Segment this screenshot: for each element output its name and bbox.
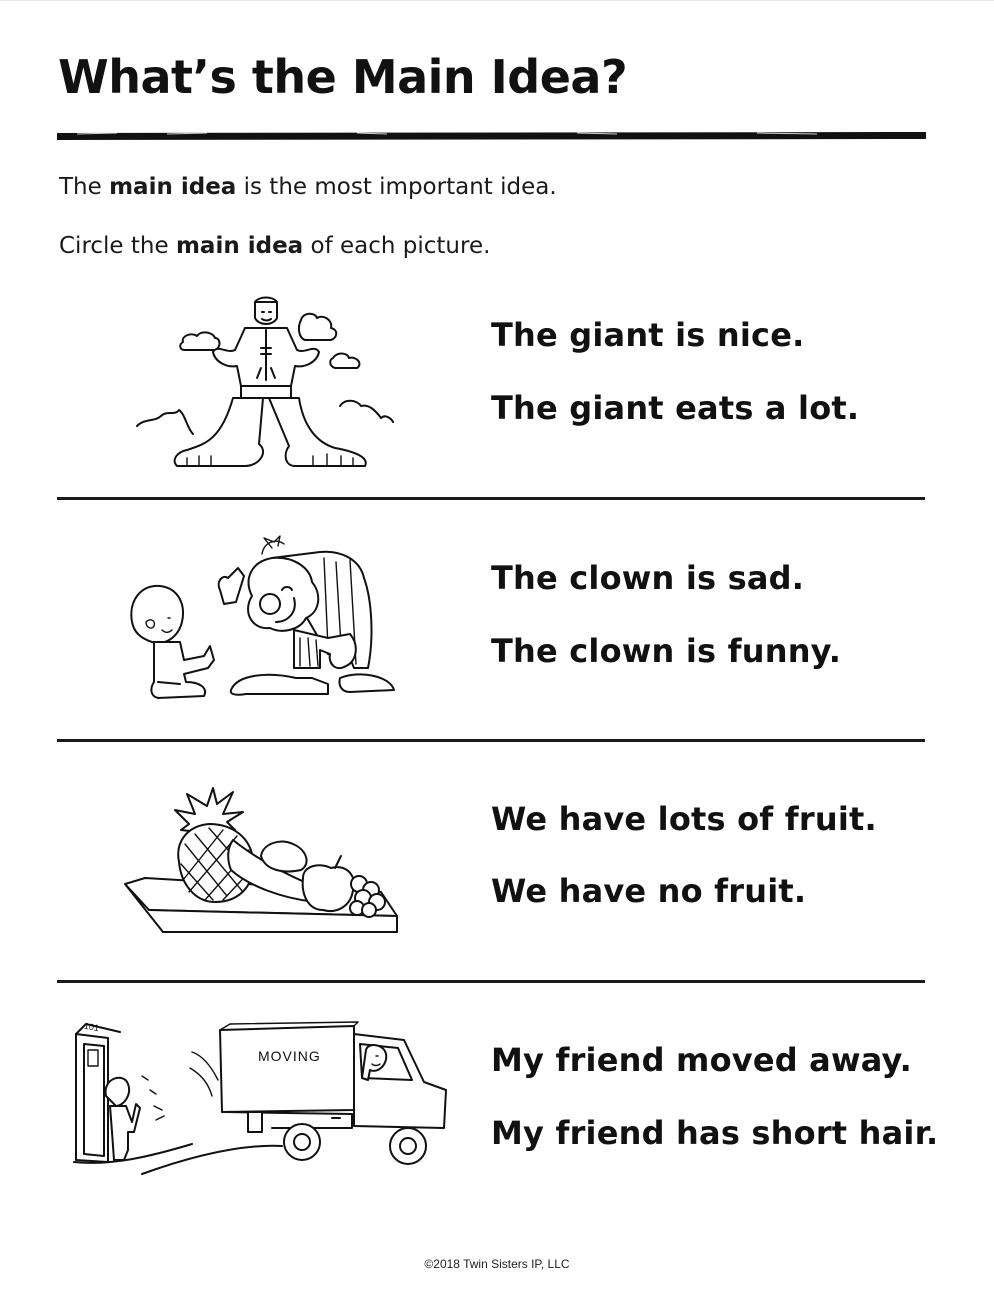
giant-picture xyxy=(135,294,395,472)
title-rule xyxy=(57,128,926,142)
choice-friend-moved-away[interactable]: My friend moved away. xyxy=(491,1041,913,1079)
page-top-edge xyxy=(0,0,994,1)
copyright-footer: ©2018 Twin Sisters IP, LLC xyxy=(424,1257,570,1271)
worksheet-title: What’s the Main Idea? xyxy=(58,50,628,104)
section-divider xyxy=(57,980,925,983)
choice-clown-is-sad[interactable]: The clown is sad. xyxy=(491,559,805,597)
choice-no-fruit[interactable]: We have no fruit. xyxy=(491,872,807,910)
fruit-picture xyxy=(123,780,401,936)
section-divider xyxy=(57,739,925,742)
choice-giant-is-nice[interactable]: The giant is nice. xyxy=(491,316,805,354)
intro-line-1: The main idea is the most important idea. xyxy=(59,174,557,200)
intro-line-2: Circle the main idea of each picture. xyxy=(59,233,491,259)
choice-lots-of-fruit[interactable]: We have lots of fruit. xyxy=(491,800,877,838)
choice-giant-eats-a-lot[interactable]: The giant eats a lot. xyxy=(491,389,860,427)
moving-truck-picture xyxy=(72,1020,450,1174)
choice-friend-short-hair[interactable]: My friend has short hair. xyxy=(491,1114,939,1152)
truck-sign: MOVING xyxy=(258,1048,321,1064)
clown-picture xyxy=(124,538,402,704)
house-number: 101 xyxy=(83,1020,100,1034)
section-divider xyxy=(57,497,925,500)
choice-clown-is-funny[interactable]: The clown is funny. xyxy=(491,632,842,670)
